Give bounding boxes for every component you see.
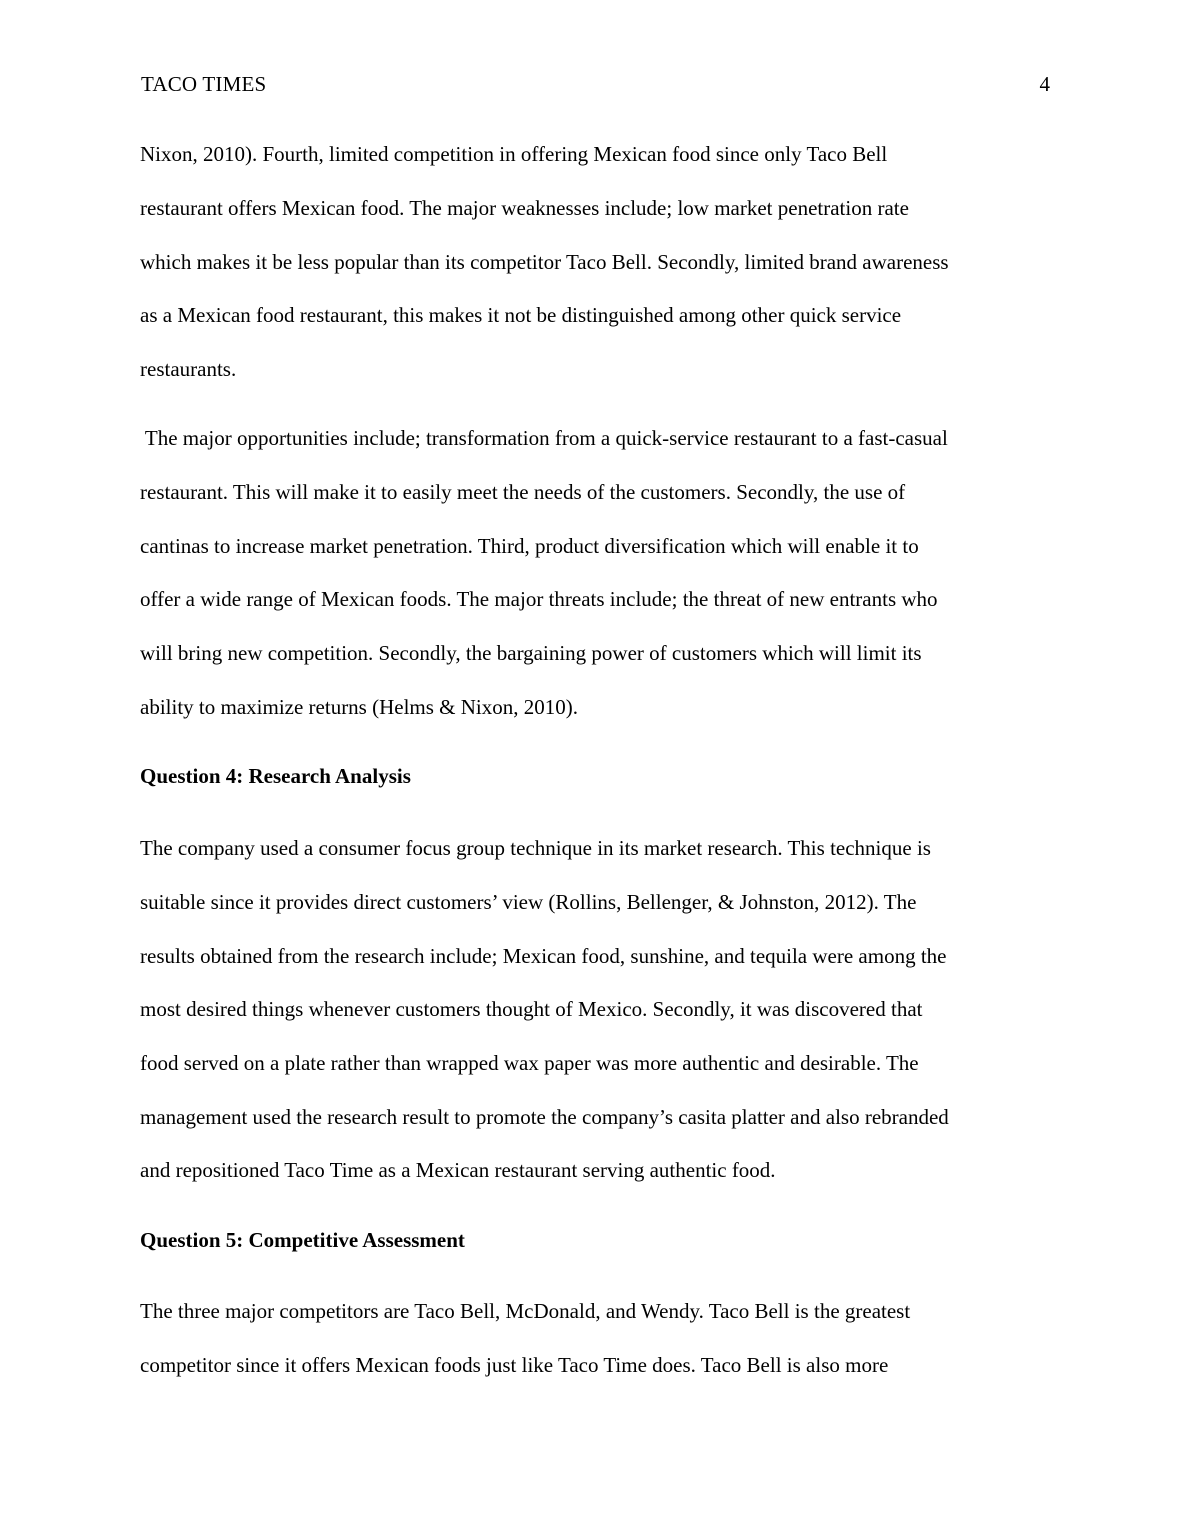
paragraph-line: food served on a plate rather than wrapped wax paper was more authentic and desirable. The bbox=[140, 1051, 919, 1075]
paragraph-line: and repositioned Taco Time as a Mexican restaurant serving authentic food. bbox=[140, 1158, 776, 1182]
paragraph-line: cantinas to increase market penetration. Third, product diversification which will enable it to bbox=[140, 534, 919, 558]
paragraph-line: most desired things whenever customers thought of Mexico. Secondly, it was discovered that bbox=[140, 997, 923, 1021]
paragraph-line: Nixon, 2010). Fourth, limited competition in offering Mexican food since only Taco Bell bbox=[140, 142, 888, 166]
paragraph-line: results obtained from the research include; Mexican food, sunshine, and tequila were among the bbox=[140, 944, 947, 968]
paragraph-line: restaurant offers Mexican food. The major weaknesses include; low market penetration rate bbox=[140, 196, 909, 220]
paragraph-line: will bring new competition. Secondly, the bargaining power of customers which will limit its bbox=[140, 641, 922, 665]
paragraph-line: offer a wide range of Mexican foods. The major threats include; the threat of new entrants who bbox=[140, 587, 938, 611]
paragraph-line: suitable since it provides direct customers’ view (Rollins, Bellenger, & Johnston, 2012). The bbox=[140, 890, 917, 914]
paragraph-line: restaurant. This will make it to easily meet the needs of the customers. Secondly, the use of bbox=[140, 480, 906, 504]
page-number: 4 bbox=[1039, 72, 1050, 96]
paragraph-line: management used the research result to promote the company’s casita platter and also rebranded bbox=[140, 1105, 949, 1129]
section-heading-question-5: Question 5: Competitive Assessment bbox=[140, 1228, 465, 1252]
running-head: TACO TIMES bbox=[141, 72, 267, 96]
paragraph-line: which makes it be less popular than its competitor Taco Bell. Secondly, limited brand awareness bbox=[140, 250, 949, 274]
paragraph-line: restaurants. bbox=[140, 357, 237, 381]
paragraph-line: as a Mexican food restaurant, this makes it not be distinguished among other quick service bbox=[140, 303, 902, 327]
paragraph-line: The major opportunities include; transformation from a quick-service restaurant to a fast-casual bbox=[140, 426, 948, 450]
paragraph-line: competitor since it offers Mexican foods just like Taco Time does. Taco Bell is also more bbox=[140, 1353, 889, 1377]
section-heading-question-4: Question 4: Research Analysis bbox=[140, 764, 411, 788]
paragraph-line: ability to maximize returns (Helms & Nixon, 2010). bbox=[140, 695, 579, 719]
paragraph-line: The company used a consumer focus group technique in its market research. This technique is bbox=[140, 836, 931, 860]
paragraph-line: The three major competitors are Taco Bell, McDonald, and Wendy. Taco Bell is the greatest bbox=[140, 1299, 911, 1323]
